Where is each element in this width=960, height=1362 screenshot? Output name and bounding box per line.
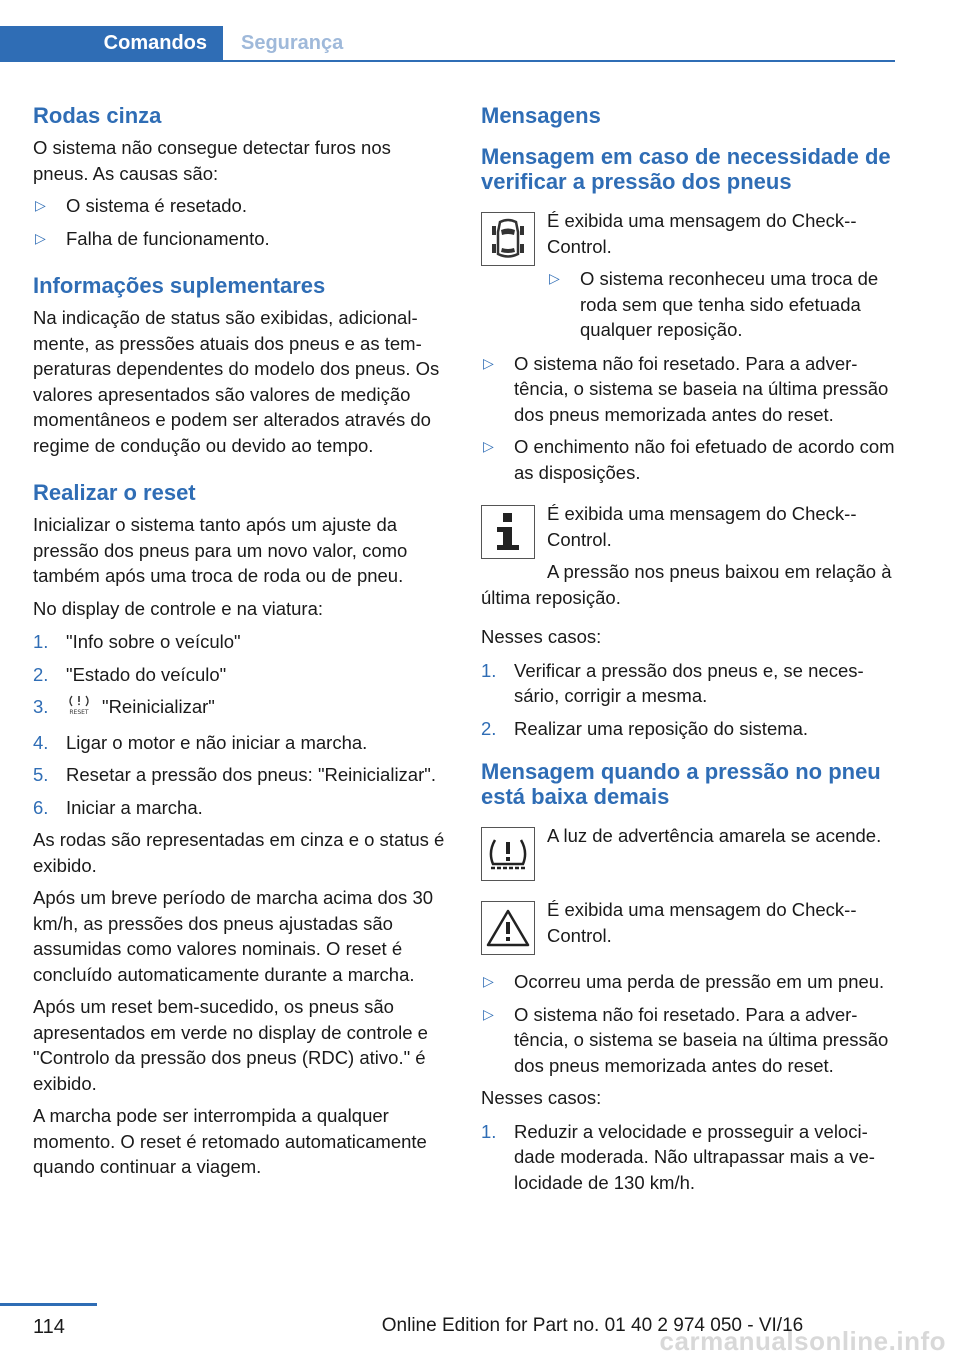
- step-number: 1.: [481, 1120, 497, 1142]
- step-text: "Info sobre o veículo": [66, 631, 241, 652]
- heading-rodas-cinza: Rodas cinza: [33, 103, 162, 128]
- step-number: 5.: [33, 764, 49, 785]
- paragraph: É exibida uma mensagem do Check-Control.: [547, 210, 857, 257]
- list-item: [33, 662, 445, 688]
- tire-reset-icon: [66, 694, 92, 723]
- list-item: [481, 716, 896, 742]
- bullet-list: [481, 351, 896, 486]
- tire-pressure-warning-icon: [481, 827, 535, 881]
- list-item-text: O sistema não foi resetado. Para a advertência, o sistema se baseia na última pressão dos pneus memorizada antes do reset.: [514, 352, 889, 425]
- tab-seguranca[interactable]: Segurança: [241, 31, 344, 54]
- list-item: [33, 629, 445, 655]
- paragraph: As rodas são representadas em cinza e o status é exibido.: [33, 829, 445, 876]
- page-number: 114: [33, 1316, 65, 1338]
- paragraph: Após um breve período de marcha acima dos 30 km/h, as pressões dos pneus ajustadas são assumidas como valores nominais. O reset é concluído automaticamente durante a marcha.: [33, 887, 434, 985]
- step-text: Realizar uma reposição do sistema.: [514, 717, 809, 739]
- step-number: 2.: [33, 663, 49, 685]
- triangle-message-block: [481, 897, 896, 955]
- paragraph: Nesses casos:: [481, 1087, 602, 1108]
- step-text: Verificar a pressão dos pneus e, se necessário, corrigir a mesma.: [514, 659, 864, 706]
- subheading-pressao-baixa: Mensagem quando a pressão no pneu está baixa demais: [481, 759, 881, 809]
- paragraph: É exibida uma mensagem do Check-Control.: [547, 899, 857, 946]
- paragraph: A luz de advertência amarela se acende.: [547, 825, 882, 846]
- list-item-text: Falha de funcionamento.: [66, 227, 270, 249]
- list-item: [33, 730, 445, 756]
- triangle-bullet-icon: ▷: [483, 1005, 494, 1022]
- svg-text:RESET: RESET: [69, 709, 89, 716]
- paragraph: Após um reset bem-sucedido, os pneus são apresentados em verde no display de controle e "Controlo da pressão dos pneus (RDC) ativo." é exibido.: [33, 996, 428, 1094]
- paragraph: Inicializar o sistema tanto após um ajuste da pressão dos pneus para um novo valor, como também após uma troca de roda ou de pneu.: [33, 514, 408, 586]
- list-item-text: O enchimento não foi efetuado de acordo com as disposições.: [514, 436, 895, 483]
- tab-comandos[interactable]: Comandos: [0, 26, 223, 60]
- numbered-list: [481, 1119, 896, 1196]
- list-item-text: O sistema reconheceu uma troca de roda sem que tenha sido efetuada qualquer reposição.: [580, 268, 879, 340]
- triangle-bullet-icon: ▷: [35, 197, 46, 213]
- triangle-bullet-icon: ▷: [483, 973, 494, 989]
- paragraph: É exibida uma mensagem do Check-Control.: [547, 503, 857, 550]
- paragraph: A pressão nos pneus baixou em relação à última reposição.: [481, 561, 892, 608]
- list-item: [481, 1119, 896, 1196]
- bullet-list: [481, 969, 896, 1078]
- list-item: [547, 266, 896, 343]
- left-column: [33, 103, 445, 1187]
- list-item: [33, 762, 445, 788]
- list-item-text: Ocorreu uma perda de pressão em um pneu.: [514, 971, 885, 992]
- numbered-list: [33, 629, 445, 820]
- info-icon: [481, 505, 535, 559]
- watermark: carmanualsonline.info: [659, 1326, 946, 1356]
- list-item: [481, 1002, 896, 1079]
- triangle-bullet-icon: ▷: [483, 354, 494, 371]
- step-text: Resetar a pressão dos pneus: "Reinicializar".: [66, 764, 436, 785]
- list-item: [481, 658, 896, 709]
- heading-realizar-reset: Realizar o reset: [33, 480, 196, 505]
- list-item-text: O sistema não foi resetado. Para a advertência, o sistema se baseia na última pressão dos pneus memorizada antes do reset.: [514, 1003, 889, 1076]
- right-column: [481, 103, 896, 1202]
- list-item: [481, 434, 896, 485]
- car-message-block: [481, 208, 896, 343]
- car-top-view-icon: [481, 212, 535, 266]
- edition-text: Online Edition for Part no. 01 40 2 974 050 - VI/16: [381, 1315, 804, 1336]
- paragraph: O sistema não consegue detectar furos nos pneus. As causas são:: [33, 137, 391, 184]
- step-text: Ligar o motor e não iniciar a marcha.: [66, 731, 368, 753]
- paragraph: No display de controle e na viatura:: [33, 597, 324, 619]
- list-item: [33, 795, 445, 821]
- step-number: 6.: [33, 796, 49, 818]
- tire-warning-block: [481, 823, 896, 881]
- list-item: [33, 193, 445, 219]
- list-item: [33, 226, 445, 252]
- paragraph: Nesses casos:: [481, 626, 602, 647]
- step-number: 3.: [33, 696, 49, 717]
- step-text: Reduzir a velocidade e prosseguir a velocidade moderada. Não ultrapassar mais a velocidade de 130 km/h.: [514, 1120, 875, 1193]
- numbered-list: [481, 658, 896, 742]
- subheading-verificar-pressao: Mensagem em caso de necessidade de verificar a pressão dos pneus: [481, 144, 891, 194]
- info-message-block: [481, 501, 896, 610]
- paragraph: Na indicação de status são exibidas, adicionalmente, as pressões atuais dos pneus e as temperaturas dependentes do modelo dos pneus. Os valores apresentados são valores de medição momentâneos e podem ser alterados através do regime de condução ou devido ao tempo.: [33, 307, 440, 456]
- step-number: 1.: [481, 659, 497, 681]
- paragraph: A marcha pode ser interrompida a qualquer momento. O reset é retomado automaticamente quando continuar a viagem.: [33, 1105, 427, 1177]
- list-item: [481, 969, 896, 995]
- bullet-list: [33, 193, 445, 251]
- step-text: Iniciar a marcha.: [66, 796, 203, 818]
- footer-rule: [0, 1303, 97, 1306]
- step-text: "Estado do veículo": [66, 663, 227, 685]
- list-item: [33, 694, 445, 723]
- triangle-bullet-icon: ▷: [483, 438, 494, 454]
- heading-mensagens: Mensagens: [481, 103, 601, 128]
- bullet-list: [547, 266, 896, 343]
- step-text: "Reinicializar": [102, 696, 215, 718]
- step-number: 4.: [33, 731, 49, 753]
- step-number: 1.: [33, 631, 49, 652]
- list-item-text: O sistema é resetado.: [66, 195, 247, 216]
- step-number: 2.: [481, 717, 497, 739]
- triangle-bullet-icon: ▷: [35, 229, 46, 246]
- heading-informacoes: Informações suplementares: [33, 273, 326, 298]
- list-item: [481, 351, 896, 428]
- chapter-tabs: [0, 26, 895, 62]
- triangle-bullet-icon: ▷: [549, 270, 560, 286]
- warning-triangle-icon: [481, 901, 535, 955]
